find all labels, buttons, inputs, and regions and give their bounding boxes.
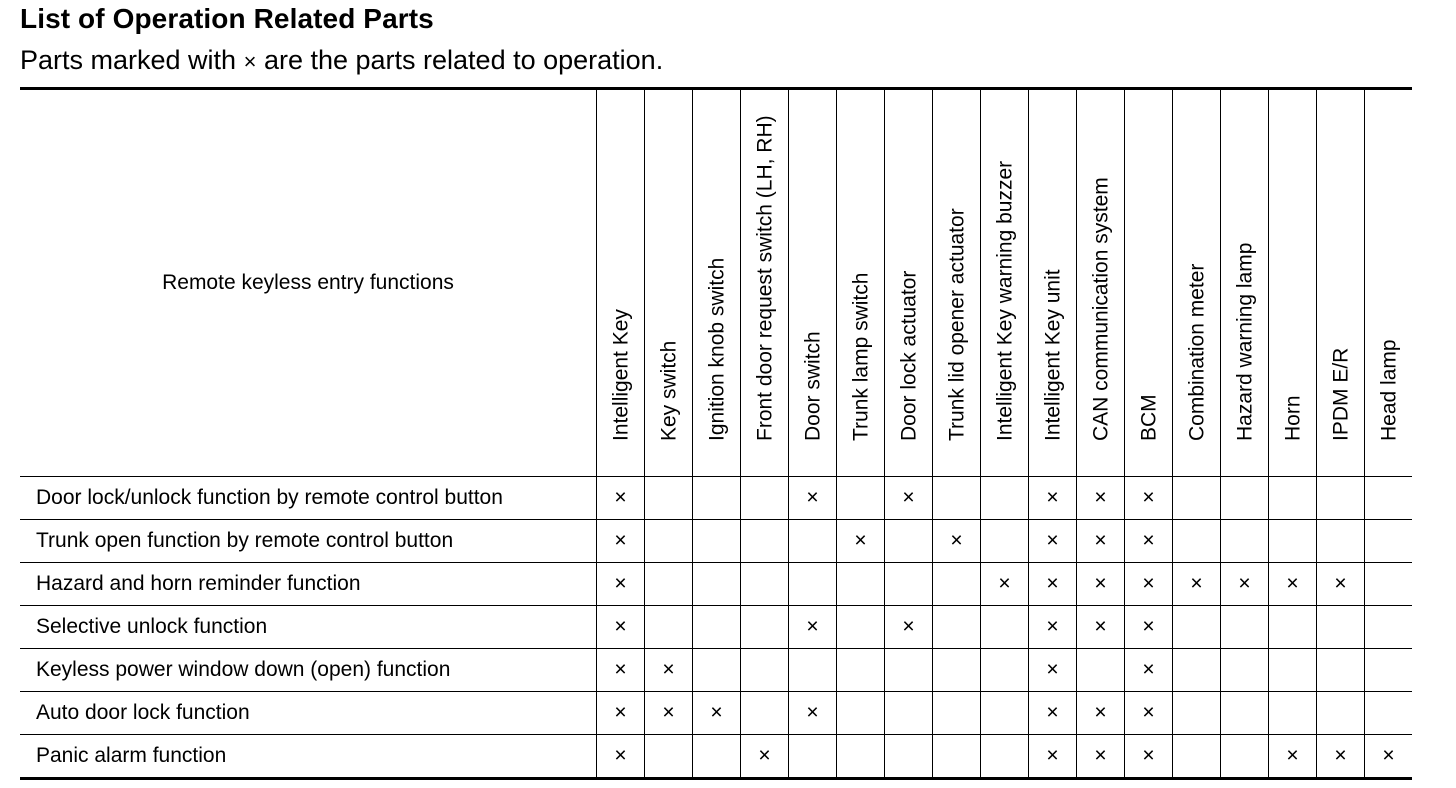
mark-cell [1269,520,1317,563]
mark-cell: × [837,520,885,563]
part-column-header [741,89,789,477]
mark-cell [789,520,837,563]
mark-cell [981,692,1029,735]
mark-cell [741,692,789,735]
page-title: List of Operation Related Parts [20,3,434,34]
part-column-label: Door lock actuator [897,270,920,441]
mark-cell [645,606,693,649]
mark-cell: × [1029,563,1077,606]
table-header-row [20,89,1412,477]
part-column-header [933,89,981,477]
mark-cell: × [645,692,693,735]
mark-cell [645,735,693,779]
mark-cell [1269,692,1317,735]
function-name-cell: Hazard and horn reminder function [20,563,597,606]
mark-cell [1173,735,1221,779]
mark-cell [837,563,885,606]
mark-cell [693,649,741,692]
mark-cell: × [1382,744,1395,767]
page-subtitle [20,45,663,76]
mark-cell [645,477,693,520]
mark-cell [1365,606,1413,649]
mark-cell [1269,477,1317,520]
mark-cell: × [597,477,645,520]
mark-cell [1173,606,1221,649]
mark-cell: × [1077,520,1125,563]
mark-cell: × [1029,692,1077,735]
mark-cell [1221,735,1269,779]
mark-cell: × [1269,735,1317,779]
mark-cell [885,563,933,606]
mark-cell: × [597,563,645,606]
operation-parts-table [20,87,1412,780]
mark-cell [1317,606,1365,649]
part-column-label: Intelligent Key warning buzzer [993,160,1016,441]
part-column-header [885,89,933,477]
mark-cell [1221,477,1269,520]
part-column-label: Head lamp [1377,339,1400,441]
part-column-label: Intelligent Key unit [1041,269,1064,441]
mark-cell: × [1125,477,1173,520]
mark-cell [933,692,981,735]
mark-cell [1365,563,1413,606]
mark-cell [789,735,837,779]
mark-cell: × [1029,649,1077,692]
mark-cell [741,477,789,520]
part-column-header [1077,89,1125,477]
mark-cell [1221,649,1269,692]
mark-cell [1365,649,1413,692]
table-body [20,477,1412,779]
mark-cell: × [597,735,645,779]
function-name-cell: Keyless power window down (open) function [20,649,597,692]
mark-cell [741,606,789,649]
mark-cell [693,735,741,779]
mark-cell: × [933,520,981,563]
mark-cell: × [1317,735,1365,779]
mark-cell: × [1125,735,1173,779]
subtitle-text-before: Parts marked with [20,45,244,75]
mark-cell: × [645,649,693,692]
mark-cell: × [981,563,1029,606]
function-name-cell: Panic alarm function [20,735,597,779]
mark-cell: × [1077,735,1125,779]
mark-cell [933,735,981,779]
mark-cell [693,606,741,649]
mark-cell [693,520,741,563]
mark-cell [1173,520,1221,563]
mark-cell [1365,520,1413,563]
mark-cell: × [1029,477,1077,520]
mark-cell: × [1029,606,1077,649]
table-row [20,735,1412,779]
mark-cell [837,649,885,692]
mark-cell: × [1077,477,1125,520]
mark-cell [981,606,1029,649]
mark-cell [981,649,1029,692]
mark-cell: × [1125,692,1173,735]
mark-cell [981,520,1029,563]
part-column-label: Front door request switch (LH, RH) [753,115,776,441]
mark-cell [981,477,1029,520]
mark-cell [1221,606,1269,649]
table-row [20,563,1412,606]
part-column-header [597,89,645,477]
mark-cell: × [1125,563,1173,606]
function-name-cell: Door lock/unlock function by remote control button [20,477,597,520]
mark-cell: × [693,692,741,735]
mark-cell [837,606,885,649]
function-name-cell: Auto door lock function [20,692,597,735]
mark-cell [885,692,933,735]
mark-cell [1173,692,1221,735]
part-column-header [645,89,693,477]
mark-cell [1365,692,1413,735]
mark-cell: × [1077,606,1125,649]
mark-cell [933,606,981,649]
part-column-label: Combination meter [1185,263,1208,441]
mark-cell: × [1269,563,1317,606]
subtitle-text-after: are the parts related to operation. [256,45,664,75]
mark-cell [837,692,885,735]
mark-cell: × [1173,563,1221,606]
mark-cell [1173,477,1221,520]
mark-cell [933,563,981,606]
mark-cell: × [885,606,933,649]
mark-cell: × [789,477,837,520]
mark-cell: × [1077,563,1125,606]
mark-cell: × [1125,649,1173,692]
mark-cell [1317,477,1365,520]
part-column-label: CAN communication system [1089,177,1112,441]
part-column-header [1173,89,1221,477]
mark-cell [1173,649,1221,692]
part-column-header [693,89,741,477]
mark-cell [885,735,933,779]
mark-cell [837,735,885,779]
mark-cell [693,563,741,606]
part-column-header [1125,89,1173,477]
part-column-label: Hazard warning lamp [1233,242,1256,441]
mark-cell [789,649,837,692]
mark-cell: × [1029,735,1077,779]
mark-cell: × [1317,563,1365,606]
table-row [20,477,1412,520]
part-column-label: Trunk lid opener actuator [945,208,968,441]
table-row [20,649,1412,692]
mark-cell: × [1125,520,1173,563]
table-row [20,692,1412,735]
mark-cell [645,563,693,606]
mark-cell [1365,477,1413,520]
mark-cell: × [597,692,645,735]
mark-cell [789,563,837,606]
mark-cell [1269,606,1317,649]
mark-cell [741,563,789,606]
part-column-header [1221,89,1269,477]
mark-cell: × [885,477,933,520]
mark-cell: × [1029,520,1077,563]
mark-cell: × [789,692,837,735]
mark-cell [693,477,741,520]
function-name-cell: Trunk open function by remote control button [20,520,597,563]
mark-cell [741,520,789,563]
part-column-label: Horn [1281,395,1304,441]
mark-cell [741,649,789,692]
mark-cell [933,649,981,692]
mark-cell [1077,649,1125,692]
functions-column-header: Remote keyless entry functions [20,89,597,477]
table-row [20,520,1412,563]
part-column-label: Intelligent Key [609,309,632,441]
mark-cell [885,520,933,563]
part-column-header [1269,89,1317,477]
mark-cell: × [597,649,645,692]
mark-cell [981,735,1029,779]
part-column-label: BCM [1137,394,1160,441]
mark-cell: × [1077,692,1125,735]
part-column-header [1317,89,1365,477]
part-column-label: Key switch [657,340,680,441]
mark-cell: × [1125,606,1173,649]
table-row [20,606,1412,649]
mark-cell [1317,520,1365,563]
mark-cell [1317,649,1365,692]
mark-cell [885,649,933,692]
function-name-cell: Selective unlock function [20,606,597,649]
part-column-header [837,89,885,477]
mark-cell: × [789,606,837,649]
mark-cell: × [741,735,789,779]
mark-cell: × [597,520,645,563]
part-column-label: IPDM E/R [1329,347,1352,441]
mark-cell [1317,692,1365,735]
mark-cell: × [597,606,645,649]
mark-cell: × [1221,563,1269,606]
part-column-label: Ignition knob switch [705,257,728,441]
part-column-header [1365,89,1413,477]
part-column-header [981,89,1029,477]
part-column-label: Door switch [801,331,824,441]
mark-cell [933,477,981,520]
mark-cell [1221,692,1269,735]
part-column-header [1029,89,1077,477]
mark-cell [1221,520,1269,563]
part-column-header [789,89,837,477]
mark-cell [837,477,885,520]
subtitle-mark-symbol: × [243,49,257,74]
mark-cell [1269,649,1317,692]
part-column-label: Trunk lamp switch [849,272,872,441]
mark-cell [645,520,693,563]
